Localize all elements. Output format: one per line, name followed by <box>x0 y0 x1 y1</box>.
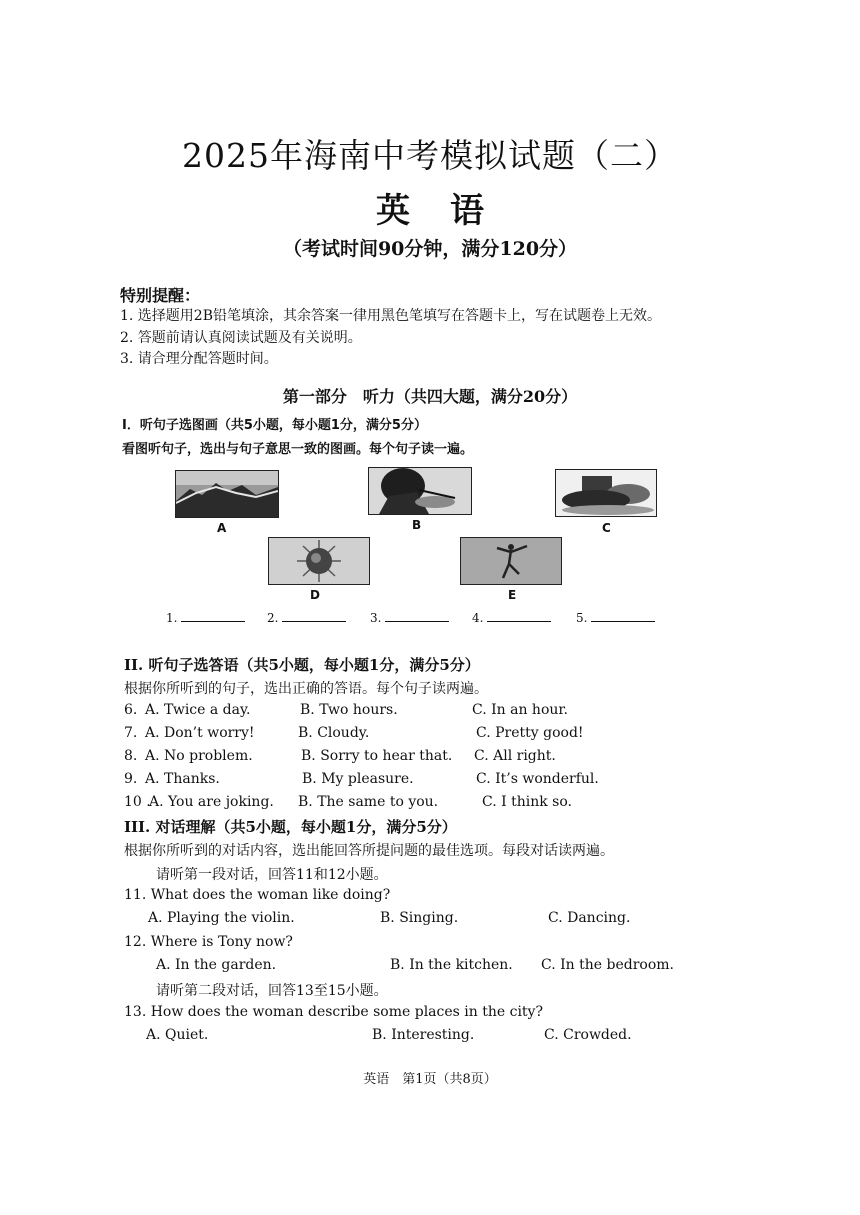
option-b: B. In the kitchen. <box>390 957 513 973</box>
section-instruction: 根据你所听到的对话内容，选出能回答所提问题的最佳选项。每段对话读两遍。 <box>124 843 614 859</box>
picture-label: A <box>217 521 227 535</box>
notice-title: 特别提醒： <box>120 286 201 305</box>
answer-blank[interactable]: 1. <box>166 611 245 625</box>
option-b: B. Sorry to hear that. <box>301 748 453 764</box>
question-stem: 12. Where is Tony now? <box>124 934 293 950</box>
option-c: C. All right. <box>474 748 556 764</box>
picture-label: D <box>310 588 320 602</box>
answer-blank[interactable]: 2. <box>267 611 346 625</box>
notice-item: 3. 请合理分配答题时间。 <box>120 351 278 367</box>
option-c: C. Pretty good! <box>476 725 584 741</box>
dialog-note: 请听第一段对话，回答11和12小题。 <box>156 867 388 883</box>
sun-photo <box>268 537 370 585</box>
option-b: B. Cloudy. <box>298 725 370 741</box>
option-c: C. In an hour. <box>472 702 568 718</box>
option-b: B. The same to you. <box>298 794 439 810</box>
option-a: A. No problem. <box>145 748 253 764</box>
question-stem: 11. What does the woman like doing? <box>124 887 391 903</box>
option-c: C. Crowded. <box>544 1027 632 1043</box>
question-number: 9. <box>124 771 138 787</box>
section-title: I．听句子选图画（共5小题，每小题1分，满分5分） <box>122 418 427 433</box>
picture-label: E <box>508 588 517 602</box>
dialog-note: 请听第二段对话，回答13至15小题。 <box>156 983 388 999</box>
option-c: C. It’s wonderful. <box>476 771 599 787</box>
section-instruction: 根据你所听到的句子，选出正确的答语。每个句子读两遍。 <box>124 681 488 697</box>
great-wall-photo <box>175 470 279 518</box>
notice-item: 2. 答题前请认真阅读试题及有关说明。 <box>120 330 362 346</box>
question-number: 8. <box>124 748 138 764</box>
option-a: A. Don’t worry! <box>145 725 255 741</box>
person-eating-photo <box>368 467 472 515</box>
exam-info: （考试时间90分钟，满分120分） <box>282 238 578 260</box>
food-platter-photo <box>555 469 657 517</box>
option-a: A. You are joking. <box>149 794 274 810</box>
notice-item: 1. 选择题用2B铅笔填涂，其余答案一律用黑色笔填写在答题卡上，写在试题卷上无效。 <box>120 308 662 324</box>
section-title: II. 听句子选答语（共5小题，每小题1分，满分5分） <box>124 656 480 674</box>
option-a: A. Quiet. <box>146 1027 209 1043</box>
answer-blank[interactable]: 5. <box>576 611 655 625</box>
option-a: A. Thanks. <box>145 771 220 787</box>
option-c: C. In the bedroom. <box>541 957 674 973</box>
question-stem: 13. How does the woman describe some places in the city? <box>124 1004 543 1020</box>
question-number: 6. <box>124 702 138 718</box>
option-a: A. Twice a day. <box>145 702 251 718</box>
option-c: C. I think so. <box>482 794 572 810</box>
part-title: 第一部分 听力（共四大题，满分20分） <box>282 387 578 406</box>
exam-title: 2025年海南中考模拟试题（二） <box>182 136 678 175</box>
answer-blank[interactable]: 4. <box>472 611 551 625</box>
option-c: C. Dancing. <box>548 910 631 926</box>
section-title: III. 对话理解（共5小题，每小题1分，满分5分） <box>124 818 457 836</box>
page-footer: 英语 第1页（共8页） <box>363 1072 497 1087</box>
question-number: 10 . <box>124 794 151 810</box>
section-instruction: 看图听句子，选出与句子意思一致的图画。每个句子读一遍。 <box>122 442 474 457</box>
option-a: A. Playing the violin. <box>148 910 295 926</box>
option-b: B. Singing. <box>380 910 459 926</box>
option-b: B. Two hours. <box>300 702 398 718</box>
option-a: A. In the garden. <box>156 957 277 973</box>
picture-label: B <box>412 518 422 532</box>
question-number: 7. <box>124 725 138 741</box>
option-b: B. Interesting. <box>372 1027 475 1043</box>
picture-label: C <box>602 521 611 535</box>
dancer-photo <box>460 537 562 585</box>
subject-title: 英语 <box>376 191 524 231</box>
answer-blank[interactable]: 3. <box>370 611 449 625</box>
option-b: B. My pleasure. <box>302 771 414 787</box>
